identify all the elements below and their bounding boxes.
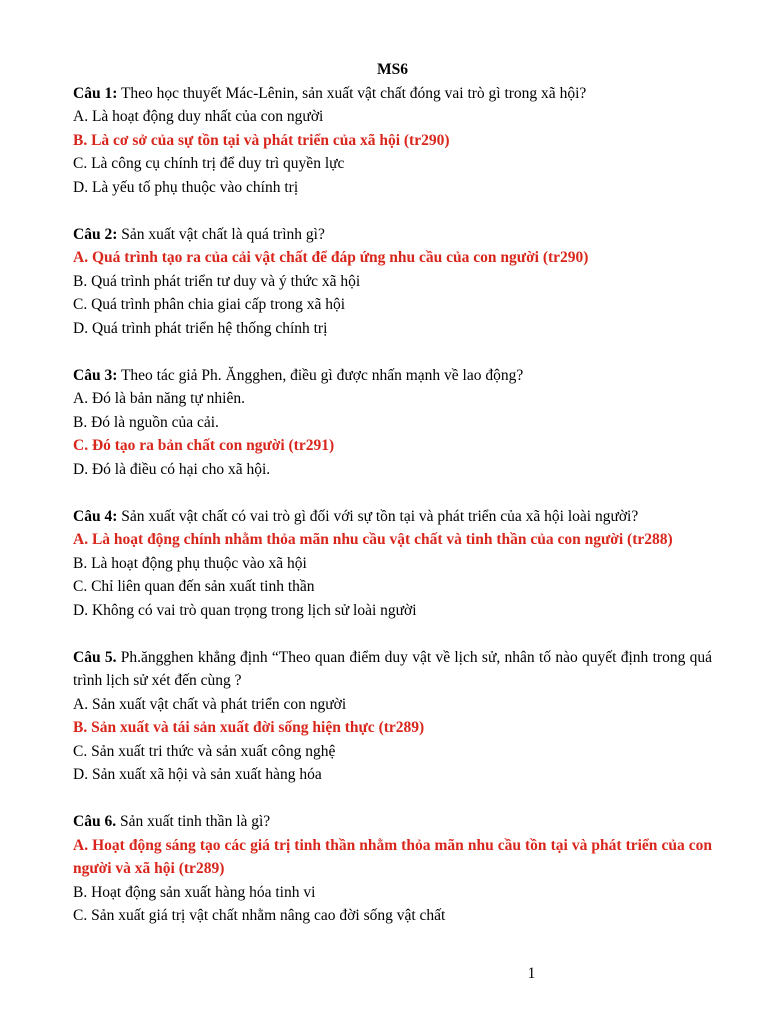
- answer-option: D. Là yếu tố phụ thuộc vào chính trị: [73, 178, 299, 196]
- question-block: [73, 223, 712, 364]
- question-stem: [73, 505, 712, 529]
- question-number: Câu 4:: [73, 507, 118, 525]
- answer-option: A. Là hoạt động duy nhất của con người: [73, 108, 324, 125]
- question-block: [73, 505, 712, 646]
- answer-option: C. Chỉ liên quan đến sản xuất tinh thần: [73, 578, 315, 595]
- question-block: [73, 82, 712, 223]
- question-number: Câu 3:: [73, 366, 118, 384]
- answer-option: C. Là công cụ chính trị để duy trì quyền lực: [73, 155, 345, 172]
- question-stem: [73, 810, 712, 834]
- question-block: [73, 810, 712, 928]
- correct-answer-option: B. Là cơ sở của sự tồn tại và phát triển của xã hội (tr290): [73, 131, 450, 149]
- answer-option: C. Sản xuất giá trị vật chất nhằm nâng cao đời sống vật chất: [73, 907, 446, 924]
- question-text: Sản xuất vật chất có vai trò gì đối với sự tồn tại và phát triển của xã hội loài người?: [117, 507, 639, 525]
- question-number: Câu 1:: [73, 84, 118, 102]
- question-stem: [73, 223, 712, 247]
- question-text: Theo tác giả Ph. Ăngghen, điều gì được nhấn mạnh về lao động?: [117, 366, 524, 384]
- answer-option: D. Sản xuất xã hội và sản xuất hàng hóa: [73, 766, 322, 783]
- answer-option: C. Quá trình phân chia giai cấp trong xã hội: [73, 296, 346, 313]
- answer-option: D. Đó là điều có hại cho xã hội.: [73, 460, 271, 478]
- question-text: Theo học thuyết Mác-Lênin, sản xuất vật chất đóng vai trò gì trong xã hội?: [117, 84, 587, 102]
- answer-option: B. Đó là nguồn của cải.: [73, 413, 219, 431]
- question-spacer: [73, 622, 712, 646]
- question-text: Sản xuất tinh thần là gì?: [116, 813, 271, 830]
- page-number: 1: [527, 965, 536, 982]
- question-number: Câu 6.: [73, 813, 117, 830]
- question-spacer: [73, 199, 712, 223]
- question-stem: [73, 646, 712, 693]
- correct-answer-option: A. Hoạt động sáng tạo các giá trị tinh thần nhằm thỏa mãn nhu cầu tồn tại và phát triển của con người và xã hội (tr289): [73, 836, 712, 877]
- correct-answer-option: A. Là hoạt động chính nhằm thỏa mãn nhu cầu vật chất và tinh thần của con người (tr288): [73, 531, 673, 548]
- question-stem: [73, 82, 712, 106]
- answer-option: B. Hoạt động sản xuất hàng hóa tinh vi: [73, 883, 316, 901]
- answer-option: D. Quá trình phát triển hệ thống chính trị: [73, 319, 328, 337]
- answer-option: A. Sản xuất vật chất và phát triển con người: [73, 695, 347, 713]
- answer-option: B. Là hoạt động phụ thuộc vào xã hội: [73, 554, 307, 572]
- answer-option: B. Quá trình phát triển tư duy và ý thức xã hội: [73, 272, 361, 290]
- correct-answer-option: C. Đó tạo ra bản chất con người (tr291): [73, 437, 335, 454]
- answer-option: A. Đó là bản năng tự nhiên.: [73, 390, 245, 407]
- question-text: Ph.ăngghen khẳng định “Theo quan điểm duy vật về lịch sử, nhân tố nào quyết định trong quá trình lịch sử xét đến cùng ?: [73, 648, 712, 689]
- question-list: [73, 82, 712, 928]
- correct-answer-option: B. Sản xuất và tái sản xuất đời sống hiện thực (tr289): [73, 719, 425, 736]
- question-stem: [73, 364, 712, 388]
- question-number: Câu 2:: [73, 225, 118, 243]
- document-title: MS6: [377, 61, 408, 78]
- question-text: Sản xuất vật chất là quá trình gì?: [117, 225, 325, 243]
- question-spacer: [73, 340, 712, 364]
- correct-answer-option: A. Quá trình tạo ra của cải vật chất để đáp ứng nhu cầu của con người (tr290): [73, 249, 589, 266]
- question-number: Câu 5.: [73, 648, 117, 666]
- question-spacer: [73, 787, 712, 811]
- question-block: [73, 364, 712, 505]
- question-spacer: [73, 481, 712, 505]
- answer-option: D. Không có vai trò quan trọng trong lịch sử loài người: [73, 601, 417, 619]
- question-block: [73, 646, 712, 811]
- answer-option: C. Sản xuất tri thức và sản xuất công nghệ: [73, 742, 336, 760]
